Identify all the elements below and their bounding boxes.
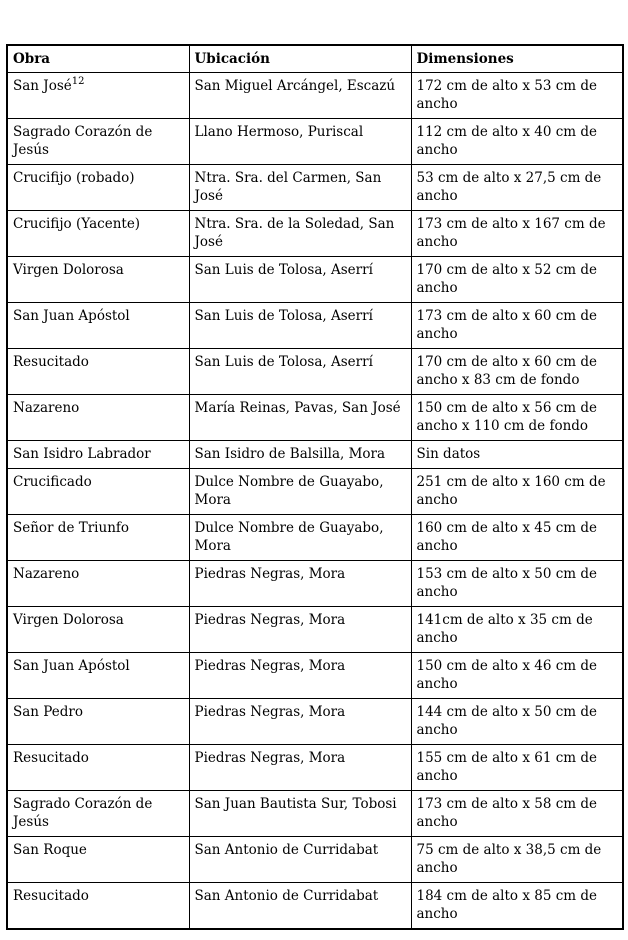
ubicacion-cell-text: Piedras Negras, Mora (194, 566, 346, 582)
dimensiones-cell-text: 251 cm de alto x 160 cm de ancho (416, 474, 606, 508)
obra-cell (7, 745, 189, 791)
table-row (7, 469, 623, 515)
ubicacion-cell (189, 441, 411, 469)
dimensiones-cell (411, 653, 623, 699)
obra-cell-text: Crucificado (13, 474, 92, 490)
obra-cell-text: Resucitado (13, 750, 89, 766)
dimensiones-cell (411, 791, 623, 837)
ubicacion-cell-text: Piedras Negras, Mora (194, 612, 346, 628)
obra-cell (7, 303, 189, 349)
obra-cell (7, 653, 189, 699)
table-row (7, 303, 623, 349)
table-row (7, 653, 623, 699)
obra-cell-text: Resucitado (13, 888, 89, 904)
obra-cell (7, 349, 189, 395)
dimensiones-cell-text: Sin datos (416, 446, 481, 462)
dimensiones-cell-text: 173 cm de alto x 60 cm de ancho (416, 308, 598, 342)
dimensiones-cell-text: 75 cm de alto x 38,5 cm de ancho (416, 842, 602, 876)
table-row (7, 561, 623, 607)
ubicacion-cell-text: Piedras Negras, Mora (194, 658, 346, 674)
ubicacion-cell (189, 745, 411, 791)
ubicacion-cell (189, 349, 411, 395)
table-row (7, 165, 623, 211)
dimensiones-cell-text: 53 cm de alto x 27,5 cm de ancho (416, 170, 602, 204)
dimensiones-cell-text: 173 cm de alto x 167 cm de ancho (416, 216, 606, 250)
obra-cell-text: Virgen Dolorosa (13, 612, 124, 628)
obra-cell-text: Nazareno (13, 566, 80, 582)
obra-cell (7, 469, 189, 515)
dimensiones-cell (411, 699, 623, 745)
obra-cell-text: Crucifijo (Yacente) (13, 216, 141, 232)
table-row (7, 211, 623, 257)
ubicacion-cell-text: San Luis de Tolosa, Aserrí (194, 308, 373, 324)
obras-table (6, 44, 624, 930)
ubicacion-cell-text: Piedras Negras, Mora (194, 704, 346, 720)
ubicacion-cell-text: San Luis de Tolosa, Aserrí (194, 262, 373, 278)
dimensiones-cell-text: 184 cm de alto x 85 cm de ancho (416, 888, 598, 922)
table-row (7, 699, 623, 745)
ubicacion-cell-text: Ntra. Sra. de la Soledad, San José (194, 216, 395, 250)
dimensiones-cell (411, 607, 623, 653)
dimensiones-cell (411, 165, 623, 211)
ubicacion-cell (189, 469, 411, 515)
ubicacion-cell (189, 303, 411, 349)
dimensiones-cell-text: 112 cm de alto x 40 cm de ancho (416, 124, 598, 158)
ubicacion-cell-text: Piedras Negras, Mora (194, 750, 346, 766)
obra-cell-text: San Juan Apóstol (13, 658, 130, 674)
dimensiones-cell (411, 745, 623, 791)
obra-cell (7, 791, 189, 837)
footnote-ref: 12 (71, 76, 85, 87)
obra-cell-text: Sagrado Corazón de Jesús (13, 796, 153, 830)
column-header-dimensiones: Dimensiones (411, 45, 623, 73)
obra-cell (7, 441, 189, 469)
table-row (7, 791, 623, 837)
obra-cell (7, 699, 189, 745)
table-row (7, 441, 623, 469)
dimensiones-cell-text: 173 cm de alto x 58 cm de ancho (416, 796, 598, 830)
ubicacion-cell (189, 607, 411, 653)
obra-cell (7, 73, 189, 119)
obra-cell-text: San Roque (13, 842, 87, 858)
dimensiones-cell (411, 395, 623, 441)
ubicacion-cell-text: Llano Hermoso, Puriscal (194, 124, 364, 140)
ubicacion-cell (189, 119, 411, 165)
table-header-row (7, 45, 623, 73)
obra-cell-text: Resucitado (13, 354, 89, 370)
table-row (7, 837, 623, 883)
obra-cell-text: San Juan Apóstol (13, 308, 130, 324)
obra-cell (7, 211, 189, 257)
ubicacion-cell-text: San Juan Bautista Sur, Tobosi (194, 796, 397, 812)
obra-cell (7, 515, 189, 561)
dimensiones-cell (411, 469, 623, 515)
dimensiones-cell (411, 561, 623, 607)
table-row (7, 745, 623, 791)
table-row (7, 257, 623, 303)
dimensiones-cell-text: 144 cm de alto x 50 cm de ancho (416, 704, 598, 738)
table-row (7, 349, 623, 395)
ubicacion-cell (189, 653, 411, 699)
ubicacion-cell (189, 257, 411, 303)
obra-cell (7, 561, 189, 607)
obra-cell (7, 119, 189, 165)
ubicacion-cell (189, 165, 411, 211)
column-header-obra: Obra (7, 45, 189, 73)
obra-cell-text: San Pedro (13, 704, 83, 720)
ubicacion-cell (189, 515, 411, 561)
column-header-ubicacion: Ubicación (189, 45, 411, 73)
ubicacion-cell (189, 73, 411, 119)
dimensiones-cell (411, 441, 623, 469)
ubicacion-cell-text: San Isidro de Balsilla, Mora (194, 446, 386, 462)
ubicacion-cell-text: San Luis de Tolosa, Aserrí (194, 354, 373, 370)
obra-cell-text: San Isidro Labrador (13, 446, 151, 462)
dimensiones-cell (411, 73, 623, 119)
ubicacion-cell-text: San Antonio de Curridabat (194, 842, 379, 858)
obra-cell-text: Sagrado Corazón de Jesús (13, 124, 153, 158)
ubicacion-cell (189, 699, 411, 745)
ubicacion-cell (189, 211, 411, 257)
ubicacion-cell-text: Dulce Nombre de Guayabo, Mora (194, 474, 384, 508)
dimensiones-cell (411, 515, 623, 561)
dimensiones-cell (411, 257, 623, 303)
ubicacion-cell-text: Ntra. Sra. del Carmen, San José (194, 170, 382, 204)
dimensiones-cell-text: 160 cm de alto x 45 cm de ancho (416, 520, 598, 554)
ubicacion-cell (189, 561, 411, 607)
dimensiones-cell-text: 172 cm de alto x 53 cm de ancho (416, 78, 598, 112)
dimensiones-cell-text: 141cm de alto x 35 cm de ancho (416, 612, 593, 646)
obra-cell-text: Virgen Dolorosa (13, 262, 124, 278)
ubicacion-cell-text: María Reinas, Pavas, San José (194, 400, 401, 416)
obra-cell (7, 395, 189, 441)
dimensiones-cell-text: 153 cm de alto x 50 cm de ancho (416, 566, 598, 600)
dimensiones-cell (411, 349, 623, 395)
ubicacion-cell-text: San Antonio de Curridabat (194, 888, 379, 904)
obra-cell-text: Crucifijo (robado) (13, 170, 135, 186)
dimensiones-cell-text: 150 cm de alto x 46 cm de ancho (416, 658, 598, 692)
ubicacion-cell (189, 791, 411, 837)
obra-cell (7, 257, 189, 303)
obra-cell-text: Señor de Triunfo (13, 520, 130, 536)
dimensiones-cell-text: 170 cm de alto x 52 cm de ancho (416, 262, 598, 296)
obra-cell-text: San José (13, 78, 72, 94)
ubicacion-cell (189, 837, 411, 883)
dimensiones-cell (411, 303, 623, 349)
table-row (7, 883, 623, 930)
obra-cell-text: Nazareno (13, 400, 80, 416)
dimensiones-cell (411, 837, 623, 883)
obra-cell (7, 837, 189, 883)
table-row (7, 73, 623, 119)
obra-cell (7, 607, 189, 653)
dimensiones-cell (411, 883, 623, 930)
dimensiones-cell-text: 155 cm de alto x 61 cm de ancho (416, 750, 598, 784)
table-row (7, 395, 623, 441)
obra-cell (7, 883, 189, 930)
ubicacion-cell (189, 883, 411, 930)
ubicacion-cell-text: Dulce Nombre de Guayabo, Mora (194, 520, 384, 554)
dimensiones-cell-text: 150 cm de alto x 56 cm de ancho x 110 cm de fondo (416, 400, 598, 434)
table-body (7, 73, 623, 930)
ubicacion-cell (189, 395, 411, 441)
dimensiones-cell (411, 119, 623, 165)
dimensiones-cell-text: 170 cm de alto x 60 cm de ancho x 83 cm de fondo (416, 354, 598, 388)
dimensiones-cell (411, 211, 623, 257)
ubicacion-cell-text: San Miguel Arcángel, Escazú (194, 78, 396, 94)
table-row (7, 515, 623, 561)
obra-cell (7, 165, 189, 211)
table-row (7, 119, 623, 165)
table-row (7, 607, 623, 653)
